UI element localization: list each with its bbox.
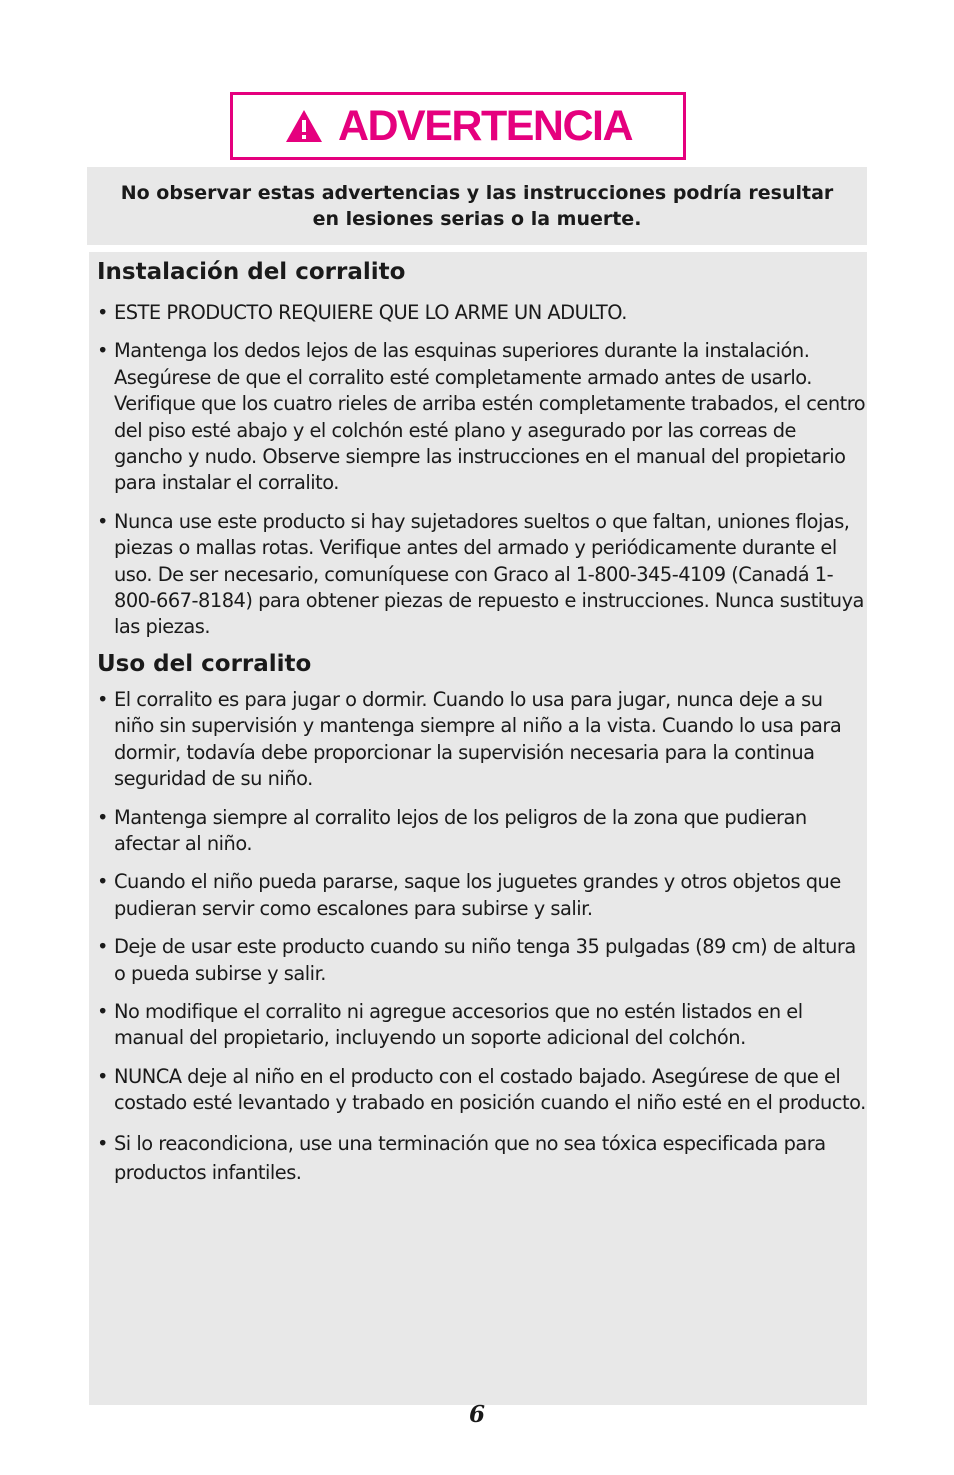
notice-box: [87, 167, 867, 245]
bullet-mark: •: [97, 339, 108, 363]
bullet-list-installation: [97, 300, 867, 641]
bullet-mark: •: [97, 935, 108, 959]
list-item-text: Mantenga siempre al corralito lejos de los peligros de la zona que pudieran afectar al niño.: [114, 805, 807, 855]
list-item: [97, 338, 867, 496]
list-item-text: No modifique el corralito ni agregue accesorios que no estén listados en el manual del propietario, incluyendo un soporte adicional del colchón.: [114, 999, 803, 1050]
bullet-mark: •: [97, 1131, 108, 1155]
list-item: [97, 687, 867, 793]
list-item: [97, 934, 867, 987]
section-heading-usage: Uso del corralito: [97, 650, 312, 677]
section-heading-installation: Instalación del corralito: [97, 259, 406, 285]
list-item: [97, 1129, 867, 1187]
list-item: [97, 999, 867, 1052]
notice-text: No observar estas advertencias y las instrucciones podría resultar en lesiones serias o la muerte.: [120, 182, 834, 230]
list-item: [97, 300, 867, 326]
list-item-text: Nunca use este producto si hay sujetadores sueltos o que faltan, uniones flojas, piezas o mallas rotas. Verifique antes del armado y periódicamente durante el uso. De ser necesario, comuníquese con Graco al 1-800-345-4109 (Canadá 1-800-667-8184) para obtener piezas de repuesto e instrucciones. Nunca sustituya las piezas.: [114, 509, 864, 639]
bullet-mark: •: [97, 687, 108, 711]
list-item-text: NUNCA deje al niño en el producto con el costado bajado. Asegúrese de que el costado esté levantado y trabado en posición cuando el niño esté en el producto.: [114, 1064, 866, 1115]
content-box: [89, 252, 867, 1405]
list-item: [97, 805, 867, 858]
list-item: [97, 869, 867, 922]
bullet-mark: •: [97, 509, 108, 533]
bullet-mark: •: [97, 1064, 108, 1088]
warning-header: [230, 92, 686, 160]
warning-title: ADVERTENCIA: [337, 101, 633, 150]
list-item: [97, 509, 867, 641]
list-item-text: Mantenga los dedos lejos de las esquinas superiores durante la instalación. Asegúrese de que el corralito esté completamente armado antes de usarlo. Verifique que los cuatro rieles de arriba estén completamente trabados, el centro del piso esté abajo y el colchón esté plano y asegurado por las correas de gancho y nudo. Observe siempre las instrucciones en el manual del propietario para instalar el corralito.: [114, 339, 866, 495]
bullet-mark: •: [97, 870, 108, 894]
list-item-text: Deje de usar este producto cuando su niño tenga 35 pulgadas (89 cm) de altura o pueda subirse y salir.: [114, 935, 856, 985]
list-item-text: Cuando el niño pueda pararse, saque los juguetes grandes y otros objetos que pudieran servir como escalones para subirse y salir.: [114, 870, 841, 920]
list-item-text: Si lo reacondiciona, use una terminación que no sea tóxica especificada para productos infantiles.: [114, 1131, 826, 1184]
list-item: [97, 1064, 867, 1117]
bullet-mark: •: [97, 301, 108, 324]
list-item-text: ESTE PRODUCTO REQUIERE QUE LO ARME UN ADULTO.: [114, 301, 627, 324]
page-number: 6: [468, 1401, 485, 1428]
bullet-list-usage: [97, 687, 867, 1187]
list-item-text: El corralito es para jugar o dormir. Cuando lo usa para jugar, nunca deje a su niño sin supervisión y mantenga siempre al niño a la vista. Cuando lo usa para dormir, todavía debe proporcionar la supervisión necesaria para la continua seguridad de su niño.: [114, 687, 842, 791]
warning-triangle-icon: [284, 108, 324, 144]
bullet-mark: •: [97, 805, 108, 829]
bullet-mark: •: [97, 999, 108, 1023]
